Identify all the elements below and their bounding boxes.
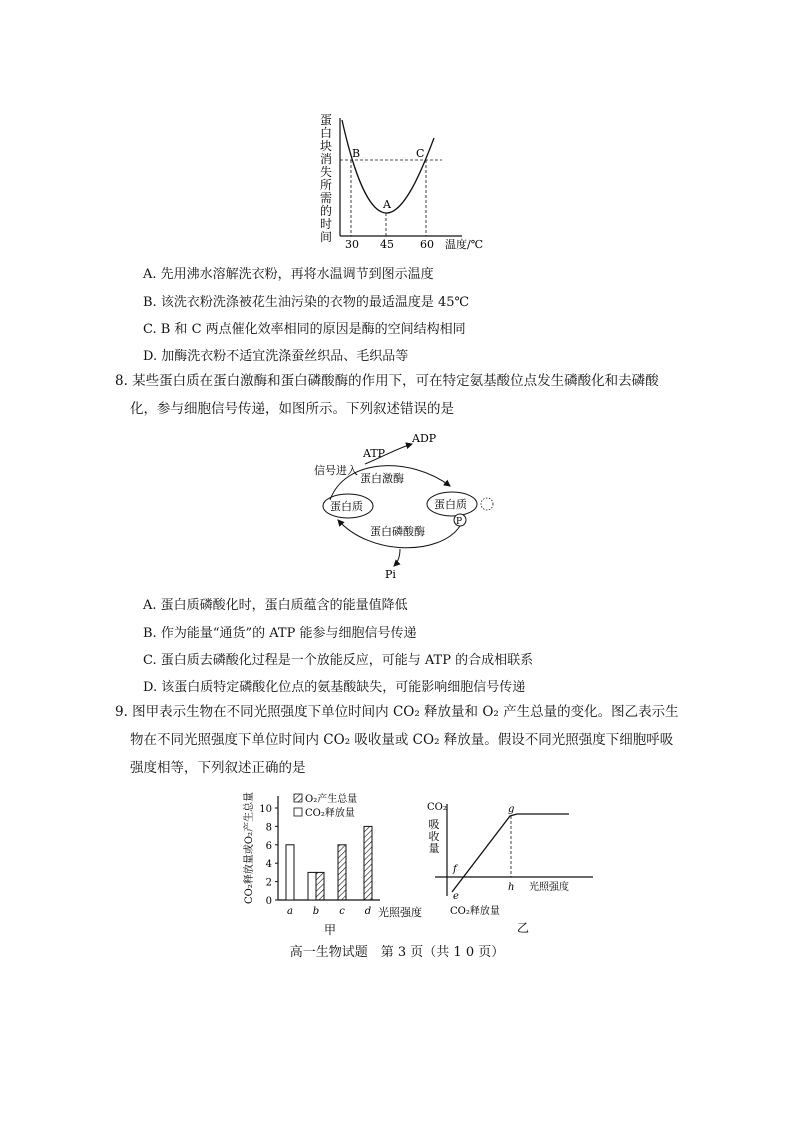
signal-label: 信号进入 bbox=[314, 464, 358, 477]
point-label-c: C bbox=[416, 147, 425, 160]
point-label-f: f bbox=[453, 864, 457, 875]
jia-ylabel bbox=[242, 792, 255, 904]
yi-ylabel-bottom: CO₂释放量 bbox=[450, 906, 500, 917]
point-label-h: h bbox=[508, 882, 515, 893]
jia-xtick-label: c bbox=[339, 906, 345, 917]
yi-curve bbox=[452, 814, 569, 892]
q8-option-c: C. 蛋白质去磷酸化过程是一个放能反应，可能与 ATP 的合成相联系 bbox=[143, 653, 534, 668]
point-label-g: g bbox=[508, 804, 515, 815]
bar-co2-b bbox=[308, 872, 316, 900]
q9-stem: 9. 图甲表示生物在不同光照强度下单位时间内 CO₂ 释放量和 O₂ 产生总量的变化。图乙表示生物在不同光照强度下单位时间内 CO₂ 吸收量或 CO₂ 释放量。假设不同光照强度下细胞呼吸强度相等，下列叙述正确的是 bbox=[115, 704, 679, 776]
q7-option-d: D. 加酶洗衣粉不适宜洗涤蚕丝织品、毛织品等 bbox=[143, 349, 409, 364]
enzyme-temperature-chart bbox=[312, 110, 492, 252]
enzyme-ylabel-char: 的 bbox=[319, 204, 333, 218]
enzyme-ylabel-char: 块 bbox=[319, 139, 333, 153]
enzyme-ylabel-char: 蛋 bbox=[319, 113, 333, 127]
jia-ylabel-text: CO₂释放量或O₂产生总量 bbox=[244, 791, 255, 904]
legend-label-co2: CO₂释放量 bbox=[305, 808, 355, 819]
phosphatase-label: 蛋白磷酸酶 bbox=[370, 525, 425, 538]
enzyme-ylabel bbox=[320, 113, 332, 244]
enzyme-ylabel-char: 白 bbox=[319, 126, 333, 140]
enzyme-ylabel-char: 间 bbox=[319, 230, 333, 244]
jia-ytick-label: 6 bbox=[265, 840, 272, 852]
yi-x-label: 光照强度 bbox=[529, 882, 569, 893]
atp-label: ATP bbox=[363, 447, 386, 460]
legend-swatch-o2 bbox=[294, 794, 302, 802]
pi-label: Pi bbox=[385, 568, 396, 580]
protein-left-label: 蛋白质 bbox=[330, 500, 363, 513]
point-label-b: B bbox=[352, 147, 361, 160]
jia-xtick-label: a bbox=[287, 906, 293, 917]
jia-ytick-label: 4 bbox=[265, 859, 272, 871]
bar-co2-a bbox=[286, 845, 294, 900]
yi-ylabel-top: CO₂ bbox=[427, 802, 447, 813]
point-label-a: A bbox=[383, 198, 391, 211]
point-label-e: e bbox=[453, 891, 459, 902]
tick-45: 45 bbox=[380, 238, 394, 251]
q8-stem: 8. 某些蛋白质在蛋白激酶和蛋白磷酸酶的作用下，可在特定氨基酸位点发生磷酸化和去磷酸化，参与细胞信号传递，如图所示。下列叙述错误的是 bbox=[115, 373, 659, 417]
jia-xtick-label: d bbox=[364, 906, 372, 917]
adp-label: ADP bbox=[412, 432, 437, 445]
jia-ytick-label: 10 bbox=[259, 804, 272, 815]
bar-chart-jia bbox=[238, 788, 438, 938]
phosphorylation-diagram bbox=[300, 428, 500, 580]
enzyme-ylabel-char: 失 bbox=[319, 165, 333, 179]
yi-ylabel bbox=[429, 818, 440, 855]
tick-30: 30 bbox=[345, 238, 359, 251]
q7-option-b: B. 该洗衣粉洗涤被花生油污染的衣物的最适温度是 45℃ bbox=[143, 295, 470, 310]
bar-o2-d bbox=[364, 826, 372, 900]
kinase-label: 蛋白激酶 bbox=[360, 472, 404, 485]
jia-ytick-label: 0 bbox=[265, 896, 272, 907]
bar-o2-b bbox=[316, 872, 324, 900]
jia-xtick-label: b bbox=[312, 906, 320, 917]
line-chart-yi bbox=[425, 796, 605, 938]
pi-arrow bbox=[394, 549, 400, 566]
yi-ylabel-char: 收 bbox=[428, 830, 440, 843]
protein-right-label: 蛋白质 bbox=[434, 498, 467, 511]
page-footer: 高一生物试题 第 3 页（共 1 0 页） bbox=[289, 945, 505, 960]
jia-caption: 甲 bbox=[324, 923, 337, 937]
q7-option-a: A. 先用沸水溶解洗衣粉，再将水温调节到图示温度 bbox=[143, 267, 434, 282]
jia-x-label: 光照强度 bbox=[378, 906, 422, 919]
yi-caption: 乙 bbox=[517, 921, 530, 935]
legend-label-o2: O₂产生总量 bbox=[305, 794, 358, 805]
q8-option-b: B. 作为能量“通货”的 ATP 能参与细胞信号传递 bbox=[143, 626, 417, 641]
enzyme-ylabel-char: 消 bbox=[319, 152, 333, 166]
conformation-mark bbox=[481, 498, 493, 510]
enzyme-ylabel-char: 需 bbox=[319, 191, 333, 205]
jia-ytick-label: 2 bbox=[265, 877, 272, 889]
q8-option-a: A. 蛋白质磷酸化时，蛋白质蕴含的能量值降低 bbox=[143, 598, 408, 613]
enzyme-x-label: 温度/℃ bbox=[445, 238, 484, 251]
legend-swatch-co2 bbox=[294, 808, 302, 816]
phosphate-label: P bbox=[456, 517, 463, 527]
enzyme-ylabel-char: 所 bbox=[319, 178, 333, 192]
yi-ylabel-char: 吸 bbox=[428, 818, 440, 831]
tick-60: 60 bbox=[420, 238, 434, 251]
jia-ytick-label: 8 bbox=[265, 822, 272, 834]
enzyme-ylabel-char: 时 bbox=[319, 217, 333, 231]
yi-ylabel-char: 量 bbox=[428, 842, 440, 855]
q7-option-c: C. B 和 C 两点催化效率相同的原因是酶的空间结构相同 bbox=[143, 322, 466, 337]
q8-option-d: D. 该蛋白质特定磷酸化位点的氨基酸缺失，可能影响细胞信号传递 bbox=[143, 680, 526, 695]
bar-o2-c bbox=[338, 845, 346, 900]
